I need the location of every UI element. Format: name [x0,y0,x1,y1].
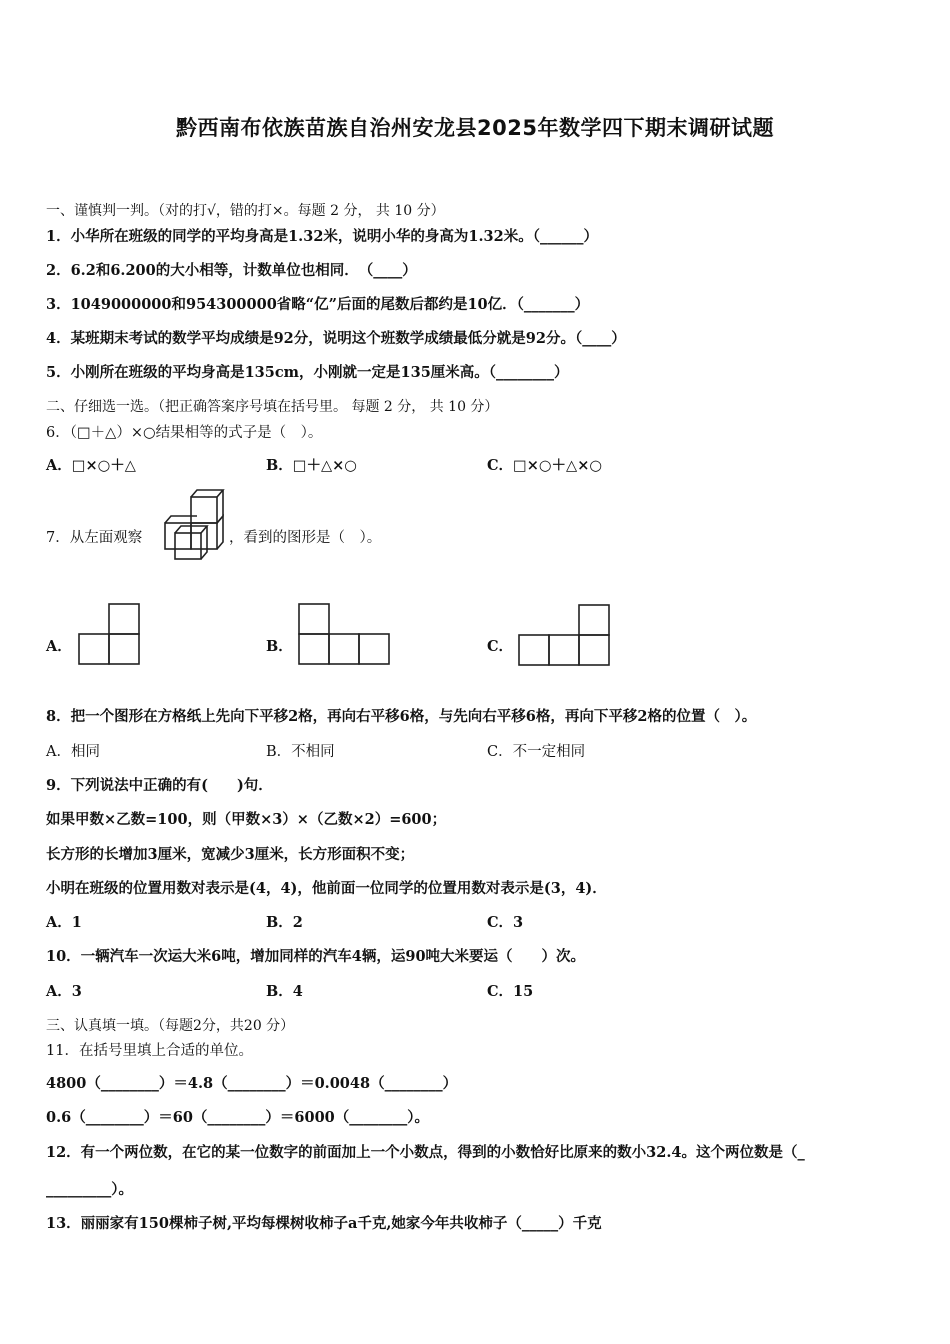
page-title: 黔西南布依族苗族自治州安龙县2025年数学四下期末调研试题 [176,116,774,140]
question-3: 3．1049000000和954300000省略“亿”后面的尾数后都约是10亿．（_______） [46,296,590,313]
question-12-line-2: _________）。 [46,1181,133,1198]
question-4: 4．某班期末考试的数学平均成绩是92分，说明这个班数学成绩最低分就是92分。（____） [46,330,626,347]
q6-option-c: C．□×○＋△×○ [487,457,602,474]
q6-option-b: B．□＋△×○ [266,457,357,474]
q8-option-c: C．不一定相同 [487,744,586,760]
q9-option-b: B．2 [266,914,303,931]
q7-option-a-figure [78,603,140,665]
cube-stack-figure [155,488,230,563]
question-5: 5．小刚所在班级的平均身高是135cm，小刚就一定是135厘米高。（________） [46,364,569,381]
question-8-stem: 8．把一个图形在方格纸上先向下平移2格，再向右平移6格，与先向右平移6格，再向下平移2格的位置（ ）。 [46,708,757,725]
q9-option-c: C．3 [487,914,524,931]
section-3-heading: 三、认真填一填。（每题2分，共20 分） [46,1018,295,1034]
section-2-heading: 二、仔细选一选。（把正确答案序号填在括号里。 每题 2 分， 共 10 分） [46,399,499,415]
q10-option-a: A．3 [46,983,82,1000]
q10-option-c: C．15 [487,983,534,1000]
question-13: 13．丽丽家有150棵柿子树,平均每棵树收柿子a千克,她家今年共收柿子（_____）千克 [46,1215,602,1232]
q6-option-a: A．□×○＋△ [46,457,136,474]
question-11-stem: 11．在括号里填上合适的单位。 [46,1043,253,1059]
q10-option-b: B．4 [266,983,303,1000]
q7-option-c: C． [487,638,514,655]
question-12-line-1: 12．有一个两位数，在它的某一位数字的前面加上一个小数点，得到的小数恰好比原来的数小32.4。这个两位数是（_ [46,1144,805,1161]
question-7-stem-before: 7．从左面观察 [46,530,143,546]
q7-option-c-figure [518,604,610,666]
q9-statement-1: 如果甲数×乙数=100，则（甲数×3）×（乙数×2）=600； [46,811,447,828]
question-7-stem-after: ，看到的图形是（ ）。 [229,530,382,546]
question-1: 1．小华所在班级的同学的平均身高是1.32米，说明小华的身高为1.32米。（______） [46,228,598,245]
q11-line-1: 4800（________）＝4.8（________）＝0.0048（________） [46,1075,458,1092]
q8-option-a: A．相同 [46,744,100,760]
q7-option-b: B． [266,638,293,655]
q11-line-2: 0.6（________）＝60（________）＝6000（________）。 [46,1109,430,1126]
q7-option-a: A． [46,638,72,655]
q9-statement-2: 长方形的长增加3厘米，宽减少3厘米，长方形面积不变； [46,846,415,863]
question-9-stem: 9．下列说法中正确的有( )句． [46,777,273,794]
question-6-stem: 6．（□＋△）×○结果相等的式子是（ ）。 [46,425,323,441]
q9-option-a: A．1 [46,914,82,931]
question-2: 2．6.2和6.200的大小相等，计数单位也相同． （____） [46,262,417,279]
q7-option-b-figure [298,603,390,665]
section-1-heading: 一、谨慎判一判。（对的打√，错的打×。每题 2 分， 共 10 分） [46,203,445,219]
q8-option-b: B．不相同 [266,744,335,760]
q9-statement-3: 小明在班级的位置用数对表示是(4，4)，他前面一位同学的位置用数对表示是(3，4)． [46,880,607,897]
question-10-stem: 10．一辆汽车一次运大米6吨，增加同样的汽车4辆，运90吨大米要运（ ）次。 [46,948,586,965]
